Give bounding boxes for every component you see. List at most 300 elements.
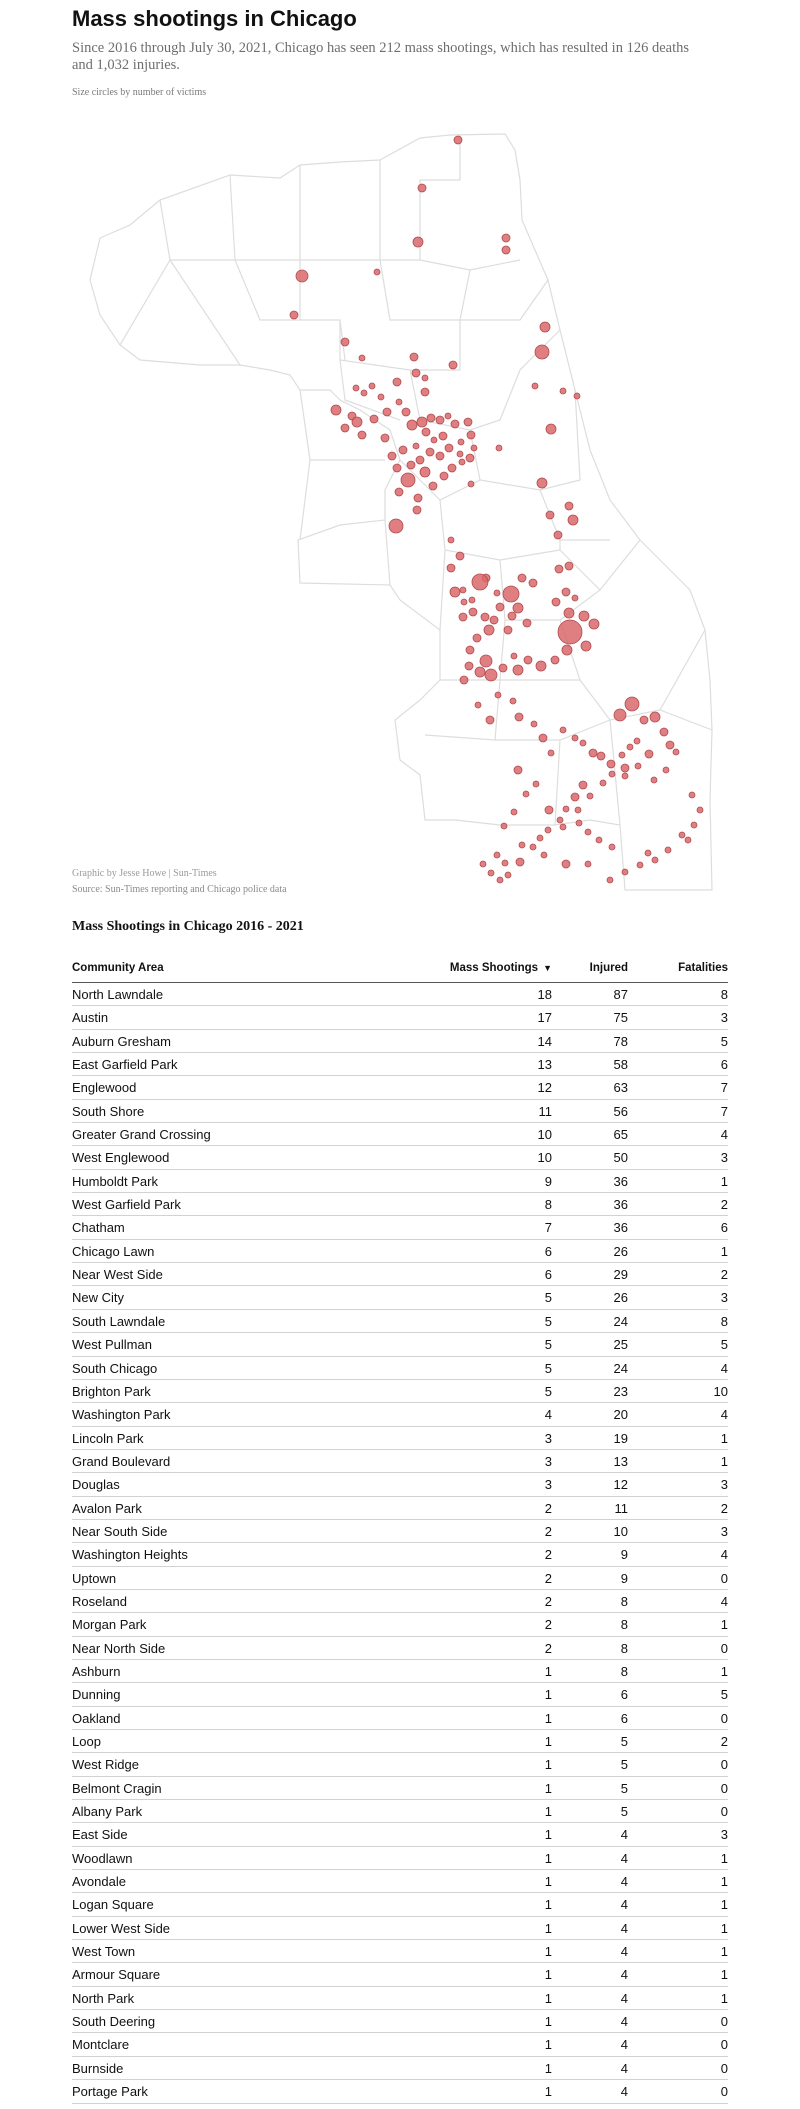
- cell-mass-shootings: 10: [537, 1150, 552, 1166]
- shooting-marker[interactable]: [352, 417, 362, 427]
- shooting-marker[interactable]: [621, 764, 629, 772]
- header-fatalities[interactable]: Fatalities: [678, 962, 728, 974]
- shooting-marker[interactable]: [523, 619, 531, 627]
- cell-mass-shootings: 1: [544, 1710, 552, 1726]
- shooting-marker[interactable]: [484, 625, 494, 635]
- cell-fatalities: 1: [720, 1243, 728, 1259]
- chicago-map[interactable]: [0, 120, 800, 900]
- shooting-marker[interactable]: [467, 431, 475, 439]
- shooting-marker[interactable]: [396, 399, 402, 405]
- table-row: [72, 1637, 728, 1660]
- shooting-marker[interactable]: [585, 861, 591, 867]
- shooting-marker[interactable]: [426, 448, 434, 456]
- shooting-marker[interactable]: [532, 383, 538, 389]
- cell-community-area: Belmont Cragin: [72, 1780, 162, 1796]
- shooting-marker[interactable]: [369, 383, 375, 389]
- shooting-marker[interactable]: [572, 735, 578, 741]
- cell-community-area: West Pullman: [72, 1337, 152, 1353]
- shooting-marker[interactable]: [551, 656, 559, 664]
- cell-mass-shootings: 3: [544, 1453, 552, 1469]
- shooting-marker[interactable]: [422, 428, 430, 436]
- shooting-marker[interactable]: [502, 246, 510, 254]
- cell-mass-shootings: 4: [544, 1407, 552, 1423]
- cell-community-area: South Chicago: [72, 1360, 158, 1376]
- shooting-marker[interactable]: [407, 420, 417, 430]
- shooting-marker[interactable]: [413, 506, 421, 514]
- cell-fatalities: 2: [720, 1267, 728, 1283]
- shooting-marker[interactable]: [537, 478, 547, 488]
- shooting-marker[interactable]: [537, 835, 543, 841]
- shooting-marker[interactable]: [378, 394, 384, 400]
- shooting-marker[interactable]: [580, 740, 586, 746]
- cell-injured: 6: [620, 1687, 628, 1703]
- table-row: [72, 1497, 728, 1520]
- cell-mass-shootings: 2: [544, 1500, 552, 1516]
- table-row: [72, 1777, 728, 1800]
- header-injured[interactable]: Injured: [589, 962, 628, 974]
- shooting-marker[interactable]: [533, 781, 539, 787]
- cell-injured: 75: [613, 1010, 628, 1026]
- shooting-marker[interactable]: [427, 414, 435, 422]
- shooting-marker[interactable]: [431, 437, 437, 443]
- cell-injured: 36: [613, 1197, 628, 1213]
- cell-injured: 87: [613, 987, 628, 1002]
- shooting-marker[interactable]: [341, 424, 349, 432]
- shooting-marker[interactable]: [637, 862, 643, 868]
- cell-community-area: Armour Square: [72, 1967, 161, 1983]
- shooting-marker[interactable]: [691, 822, 697, 828]
- shooting-marker[interactable]: [625, 697, 639, 711]
- shooting-marker[interactable]: [523, 791, 529, 797]
- shooting-marker[interactable]: [374, 269, 380, 275]
- shooting-marker[interactable]: [622, 773, 628, 779]
- shooting-marker[interactable]: [685, 837, 691, 843]
- shooting-marker[interactable]: [505, 872, 511, 878]
- shooting-marker[interactable]: [524, 656, 532, 664]
- shooting-marker[interactable]: [510, 698, 516, 704]
- shooting-marker[interactable]: [459, 459, 465, 465]
- cell-mass-shootings: 1: [544, 2084, 552, 2100]
- cell-injured: 8: [620, 1663, 628, 1679]
- table-row: [72, 1427, 728, 1450]
- shooting-marker[interactable]: [457, 451, 463, 457]
- table-row: [72, 1450, 728, 1473]
- shooting-markers: [290, 136, 703, 883]
- shooting-marker[interactable]: [555, 565, 563, 573]
- cell-fatalities: 8: [720, 987, 728, 1002]
- shooting-marker[interactable]: [473, 634, 481, 642]
- cell-mass-shootings: 12: [537, 1080, 552, 1096]
- shooting-marker[interactable]: [475, 702, 481, 708]
- shooting-marker[interactable]: [383, 408, 391, 416]
- cell-injured: 36: [613, 1173, 628, 1189]
- cell-fatalities: 2: [720, 1500, 728, 1516]
- shooting-marker[interactable]: [571, 793, 579, 801]
- shooting-marker[interactable]: [574, 393, 580, 399]
- page-subtitle: Since 2016 through July 30, 2021, Chicago has seen 212 mass shootings, which has resulted in 126 deaths and 1,032 injuries.: [72, 40, 689, 73]
- shooting-marker[interactable]: [420, 467, 430, 477]
- shooting-marker[interactable]: [563, 806, 569, 812]
- shooting-marker[interactable]: [619, 752, 625, 758]
- shooting-marker[interactable]: [529, 579, 537, 587]
- shooting-marker[interactable]: [448, 537, 454, 543]
- shooting-marker[interactable]: [652, 857, 658, 863]
- shooting-marker[interactable]: [564, 608, 574, 618]
- shooting-marker[interactable]: [645, 750, 653, 758]
- cell-community-area: East Garfield Park: [72, 1057, 178, 1073]
- shooting-marker[interactable]: [557, 817, 563, 823]
- table-row: [72, 1987, 728, 2010]
- cell-mass-shootings: 1: [544, 1920, 552, 1936]
- shooting-marker[interactable]: [679, 832, 685, 838]
- table-row: [72, 1076, 728, 1099]
- shooting-marker[interactable]: [296, 270, 308, 282]
- shooting-marker[interactable]: [495, 692, 501, 698]
- cell-mass-shootings: 1: [544, 1967, 552, 1983]
- shooting-marker[interactable]: [494, 590, 500, 596]
- shooting-marker[interactable]: [480, 655, 492, 667]
- shooting-marker[interactable]: [562, 588, 570, 596]
- shooting-marker[interactable]: [414, 494, 422, 502]
- shooting-marker[interactable]: [450, 587, 460, 597]
- shooting-marker[interactable]: [464, 418, 472, 426]
- shooting-marker[interactable]: [485, 669, 497, 681]
- cell-fatalities: 2: [720, 1197, 728, 1213]
- table-row: [72, 1240, 728, 1263]
- cell-injured: 4: [620, 2037, 628, 2053]
- shooting-marker[interactable]: [511, 653, 517, 659]
- shooting-marker[interactable]: [475, 667, 485, 677]
- cell-injured: 4: [620, 1920, 628, 1936]
- shooting-marker[interactable]: [436, 452, 444, 460]
- shooting-marker[interactable]: [565, 562, 573, 570]
- shooting-marker[interactable]: [399, 446, 407, 454]
- header-mass-shootings[interactable]: [450, 962, 552, 974]
- shooting-marker[interactable]: [458, 439, 464, 445]
- shooting-marker[interactable]: [536, 661, 546, 671]
- shooting-marker[interactable]: [650, 712, 660, 722]
- cell-fatalities: 1: [720, 1920, 728, 1936]
- shooting-marker[interactable]: [545, 827, 551, 833]
- table-row: [72, 1030, 728, 1053]
- shooting-marker[interactable]: [609, 844, 615, 850]
- cell-community-area: Austin: [72, 1010, 109, 1026]
- cell-injured: 4: [620, 1850, 628, 1866]
- cell-injured: 56: [613, 1103, 628, 1119]
- shooting-marker[interactable]: [609, 771, 615, 777]
- shooting-marker[interactable]: [412, 369, 420, 377]
- shooting-marker[interactable]: [511, 809, 517, 815]
- shooting-marker[interactable]: [575, 807, 581, 813]
- shooting-marker[interactable]: [513, 603, 523, 613]
- shooting-marker[interactable]: [353, 385, 359, 391]
- shooting-marker[interactable]: [503, 586, 519, 602]
- shooting-marker[interactable]: [596, 837, 602, 843]
- shooting-marker[interactable]: [501, 823, 507, 829]
- shooting-marker[interactable]: [422, 375, 428, 381]
- cell-fatalities: 1: [720, 1990, 728, 2006]
- shooting-marker[interactable]: [421, 388, 429, 396]
- cell-injured: 4: [620, 1990, 628, 2006]
- shooting-marker[interactable]: [449, 361, 457, 369]
- shooting-marker[interactable]: [393, 378, 401, 386]
- table-row: [72, 2057, 728, 2080]
- shooting-marker[interactable]: [508, 612, 516, 620]
- sort-descending-icon: ▼: [543, 963, 552, 973]
- shooting-marker[interactable]: [413, 237, 423, 247]
- cell-injured: 6: [620, 1710, 628, 1726]
- shooting-marker[interactable]: [622, 869, 628, 875]
- cell-mass-shootings: 1: [544, 1780, 552, 1796]
- shooting-marker[interactable]: [461, 599, 467, 605]
- shooting-marker[interactable]: [589, 619, 599, 629]
- shooting-marker[interactable]: [466, 646, 474, 654]
- shooting-marker[interactable]: [472, 574, 488, 590]
- cell-fatalities: 3: [720, 1290, 728, 1306]
- cell-injured: 58: [613, 1057, 628, 1073]
- shooting-marker[interactable]: [562, 645, 572, 655]
- shooting-marker[interactable]: [460, 587, 466, 593]
- cell-injured: 19: [613, 1430, 628, 1446]
- size-legend-note: Size circles by number of victims: [72, 87, 207, 98]
- shooting-marker[interactable]: [587, 793, 593, 799]
- shooting-marker[interactable]: [545, 806, 553, 814]
- shooting-marker[interactable]: [381, 434, 389, 442]
- shooting-marker[interactable]: [535, 345, 549, 359]
- cell-mass-shootings: 1: [544, 1804, 552, 1820]
- shooting-marker[interactable]: [359, 355, 365, 361]
- shooting-marker[interactable]: [341, 338, 349, 346]
- cell-community-area: West Garfield Park: [72, 1197, 181, 1213]
- shooting-marker[interactable]: [459, 613, 467, 621]
- city-outline: [90, 134, 712, 890]
- shooting-marker[interactable]: [634, 738, 640, 744]
- table-row: [72, 2080, 728, 2103]
- cell-fatalities: 1: [720, 1874, 728, 1890]
- cell-community-area: Near North Side: [72, 1640, 166, 1656]
- cell-community-area: Uptown: [72, 1570, 117, 1586]
- shooting-marker[interactable]: [451, 420, 459, 428]
- cell-mass-shootings: 10: [537, 1127, 552, 1143]
- shooting-marker[interactable]: [471, 445, 477, 451]
- shooting-marker[interactable]: [502, 234, 510, 242]
- shooting-marker[interactable]: [554, 531, 562, 539]
- shooting-marker[interactable]: [640, 716, 648, 724]
- shooting-marker[interactable]: [499, 664, 507, 672]
- shooting-marker[interactable]: [513, 665, 523, 675]
- shooting-marker[interactable]: [436, 416, 444, 424]
- shooting-marker[interactable]: [370, 415, 378, 423]
- shooting-marker[interactable]: [460, 676, 468, 684]
- cell-mass-shootings: 6: [544, 1243, 552, 1259]
- cell-mass-shootings: 1: [544, 1850, 552, 1866]
- shooting-marker[interactable]: [568, 515, 578, 525]
- shooting-marker[interactable]: [515, 713, 523, 721]
- shooting-marker[interactable]: [361, 390, 367, 396]
- table-row: [72, 1567, 728, 1590]
- shooting-marker[interactable]: [579, 781, 587, 789]
- shooting-marker[interactable]: [456, 552, 464, 560]
- cell-fatalities: 5: [720, 1687, 728, 1703]
- shooting-marker[interactable]: [514, 766, 522, 774]
- shooting-marker[interactable]: [546, 424, 556, 434]
- shooting-marker[interactable]: [454, 136, 462, 144]
- cell-community-area: Woodlawn: [72, 1850, 133, 1866]
- shooting-marker[interactable]: [541, 852, 547, 858]
- cell-community-area: West Englewood: [72, 1150, 170, 1166]
- shooting-marker[interactable]: [600, 780, 606, 786]
- cell-fatalities: 7: [720, 1103, 728, 1119]
- header-community-area[interactable]: Community Area: [72, 962, 164, 974]
- shooting-marker[interactable]: [518, 574, 526, 582]
- shooting-marker[interactable]: [597, 752, 605, 760]
- shooting-marker[interactable]: [560, 388, 566, 394]
- shooting-marker[interactable]: [607, 877, 613, 883]
- cell-mass-shootings: 5: [544, 1290, 552, 1306]
- cell-injured: 4: [620, 1897, 628, 1913]
- shooting-marker[interactable]: [440, 472, 448, 480]
- shooting-marker[interactable]: [552, 598, 560, 606]
- shooting-marker[interactable]: [540, 322, 550, 332]
- shooting-marker[interactable]: [576, 820, 582, 826]
- shooting-marker[interactable]: [589, 749, 597, 757]
- shooting-marker[interactable]: [417, 417, 427, 427]
- shooting-marker[interactable]: [562, 860, 570, 868]
- shooting-marker[interactable]: [585, 829, 591, 835]
- shooting-marker[interactable]: [539, 734, 547, 742]
- shooting-marker[interactable]: [402, 408, 410, 416]
- shooting-marker[interactable]: [497, 877, 503, 883]
- cell-injured: 65: [613, 1127, 628, 1143]
- shooting-marker[interactable]: [502, 860, 508, 866]
- shooting-marker[interactable]: [531, 721, 537, 727]
- shooting-marker[interactable]: [389, 519, 403, 533]
- shooting-marker[interactable]: [579, 611, 589, 621]
- shooting-marker[interactable]: [358, 431, 366, 439]
- shooting-marker[interactable]: [614, 709, 626, 721]
- table-row: [72, 1170, 728, 1193]
- table-body: [72, 983, 728, 2104]
- cell-fatalities: 1: [720, 1850, 728, 1866]
- shooting-marker[interactable]: [388, 452, 396, 460]
- shooting-marker[interactable]: [666, 741, 674, 749]
- shooting-marker[interactable]: [560, 727, 566, 733]
- shooting-marker[interactable]: [581, 641, 591, 651]
- shooting-marker[interactable]: [560, 824, 566, 830]
- shooting-marker[interactable]: [519, 842, 525, 848]
- shooting-marker[interactable]: [413, 443, 419, 449]
- shooting-marker[interactable]: [665, 847, 671, 853]
- shooting-marker[interactable]: [651, 777, 657, 783]
- shooting-marker[interactable]: [673, 749, 679, 755]
- shooting-marker[interactable]: [418, 184, 426, 192]
- shooting-marker[interactable]: [481, 613, 489, 621]
- shooting-marker[interactable]: [496, 603, 504, 611]
- shooting-marker[interactable]: [447, 564, 455, 572]
- shooting-marker[interactable]: [546, 511, 554, 519]
- cell-mass-shootings: 2: [544, 1570, 552, 1586]
- cell-fatalities: 0: [720, 2084, 728, 2100]
- shooting-marker[interactable]: [494, 852, 500, 858]
- shooting-marker[interactable]: [468, 481, 474, 487]
- shooting-marker[interactable]: [439, 432, 447, 440]
- shooting-marker[interactable]: [548, 750, 554, 756]
- shooting-marker[interactable]: [572, 595, 578, 601]
- shooting-marker[interactable]: [645, 850, 651, 856]
- shooting-marker[interactable]: [660, 728, 668, 736]
- table-row: [72, 1870, 728, 1893]
- cell-fatalities: 3: [720, 1010, 728, 1026]
- cell-injured: 8: [620, 1617, 628, 1633]
- shooting-marker[interactable]: [635, 763, 641, 769]
- shooting-marker[interactable]: [486, 716, 494, 724]
- shooting-marker[interactable]: [469, 608, 477, 616]
- shooting-marker[interactable]: [607, 760, 615, 768]
- table-row: [72, 1893, 728, 1916]
- cell-community-area: Burnside: [72, 2060, 124, 2076]
- shooting-marker[interactable]: [466, 454, 474, 462]
- cell-injured: 23: [613, 1383, 628, 1399]
- table-row: [72, 1006, 728, 1029]
- shooting-marker[interactable]: [290, 311, 298, 319]
- shooting-marker[interactable]: [395, 488, 403, 496]
- table-row: [72, 1193, 728, 1216]
- shooting-marker[interactable]: [516, 858, 524, 866]
- cell-mass-shootings: 1: [544, 1687, 552, 1703]
- shooting-marker[interactable]: [565, 502, 573, 510]
- cell-community-area: Greater Grand Crossing: [72, 1127, 211, 1143]
- cell-community-area: Washington Park: [72, 1407, 171, 1423]
- shooting-marker[interactable]: [393, 464, 401, 472]
- shooting-marker[interactable]: [448, 464, 456, 472]
- shooting-marker[interactable]: [558, 620, 582, 644]
- cell-community-area: Lower West Side: [72, 1920, 171, 1936]
- shooting-marker[interactable]: [697, 807, 703, 813]
- cell-injured: 8: [620, 1593, 628, 1609]
- shooting-marker[interactable]: [445, 413, 451, 419]
- shooting-marker[interactable]: [465, 662, 473, 670]
- cell-mass-shootings: 8: [544, 1197, 552, 1213]
- shooting-marker[interactable]: [496, 445, 502, 451]
- shooting-marker[interactable]: [416, 456, 424, 464]
- table-row: [72, 1613, 728, 1636]
- shooting-marker[interactable]: [530, 844, 536, 850]
- shooting-marker[interactable]: [488, 870, 494, 876]
- shooting-marker[interactable]: [480, 861, 486, 867]
- table-title: Mass Shootings in Chicago 2016 - 2021: [72, 919, 304, 934]
- shooting-marker[interactable]: [429, 482, 437, 490]
- cell-fatalities: 8: [720, 1313, 728, 1329]
- shooting-marker[interactable]: [490, 616, 498, 624]
- table-row: [72, 1730, 728, 1753]
- shooting-marker[interactable]: [689, 792, 695, 798]
- shooting-marker[interactable]: [410, 353, 418, 361]
- shooting-marker[interactable]: [627, 744, 633, 750]
- shooting-marker[interactable]: [504, 626, 512, 634]
- table-row: [72, 1707, 728, 1730]
- cell-community-area: South Lawndale: [72, 1313, 166, 1329]
- cell-mass-shootings: 11: [538, 1103, 552, 1119]
- cell-mass-shootings: 2: [544, 1640, 552, 1656]
- shooting-marker[interactable]: [445, 444, 453, 452]
- shooting-marker[interactable]: [663, 767, 669, 773]
- shooting-marker[interactable]: [407, 461, 415, 469]
- shooting-marker[interactable]: [331, 405, 341, 415]
- shooting-marker[interactable]: [401, 473, 415, 487]
- cell-fatalities: 3: [720, 1477, 728, 1493]
- shooting-marker[interactable]: [469, 597, 475, 603]
- cell-mass-shootings: 3: [544, 1430, 552, 1446]
